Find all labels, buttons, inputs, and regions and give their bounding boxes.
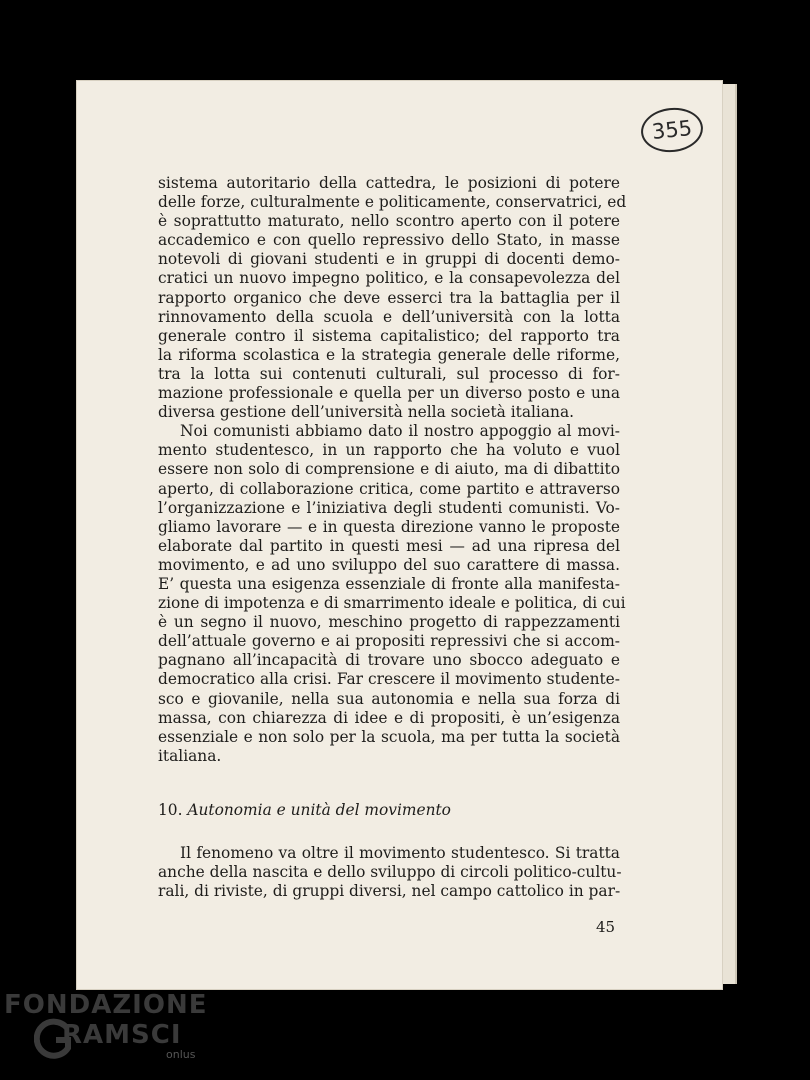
text-line: democratico alla crisi. Far crescere il movimento studente- — [158, 670, 620, 689]
text-line: italiana. — [158, 746, 222, 765]
text-line: delle forze, culturalmente e politicamente, conservatrici, ed — [158, 193, 627, 212]
paragraph-1 — [158, 174, 627, 422]
text-line: E’ questa una esigenza essenziale di fronte alla manifesta- — [158, 574, 620, 593]
text-line: massa, con chiarezza di idee e di propositi, è un’esigenza — [158, 708, 620, 727]
text-line: elaborate dal partito in questi mesi — ad una ripresa del — [158, 536, 620, 555]
text-line: è soprattutto maturato, nello scontro aperto con il potere — [158, 212, 620, 231]
text-line: essenziale e non solo per la scuola, ma per tutta la società — [158, 727, 620, 746]
text-line: dell’attuale governo e ai propositi repressivi che si accom- — [158, 632, 620, 651]
text-line: zione di impotenza e di smarrimento ideale e politica, di cui — [158, 594, 626, 613]
page-folio: 45 — [596, 918, 616, 936]
text-line: diversa gestione dell’università nella società italiana. — [158, 403, 575, 422]
text-line: cratici un nuovo impegno politico, e la consapevolezza del — [158, 269, 620, 288]
text-line: sistema autoritario della cattedra, le posizioni di potere — [158, 174, 620, 192]
section-heading — [158, 801, 620, 819]
archive-number: 355 — [650, 115, 694, 145]
body-text — [158, 174, 627, 766]
text-line: tra la lotta sui contenuti culturali, sul processo di for- — [158, 364, 620, 383]
text-line: l’organizzazione e l’iniziativa degli studenti comunisti. Vo- — [158, 498, 620, 517]
logo-line-1: FONDAZIONE — [4, 990, 208, 1020]
text-line: pagnano all’incapacità di trovare uno sbocco adeguato e — [158, 651, 620, 670]
text-line: rapporto organico che deve esserci tra la battaglia per il — [158, 288, 620, 307]
text-line: Noi comunisti abbiamo dato il nostro appoggio al movi- — [180, 422, 620, 441]
text-line: aperto, di collaborazione critica, come partito e attraverso — [158, 479, 620, 498]
text-line: mazione professionale e quella per un diverso posto e una — [158, 384, 620, 403]
text-line: generale contro il sistema capitalistico; del rapporto tra — [158, 326, 620, 345]
text-line: movimento, e ad uno sviluppo del suo carattere di massa. — [158, 555, 620, 574]
text-line: è un segno il nuovo, meschino progetto di rappezzamenti — [158, 613, 620, 632]
text-line: gliamo lavorare — e in questa direzione vanno le proposte — [158, 517, 620, 536]
fondazione-gramsci-logo — [4, 990, 208, 1070]
text-line: rali, di riviste, di gruppi diversi, nel campo cattolico in par- — [158, 882, 621, 901]
text-line: accademico e con quello repressivo dello Stato, in masse — [158, 231, 620, 250]
section-paragraph — [158, 844, 620, 901]
logo-suffix: onlus — [166, 1048, 196, 1061]
text-line: mento studentesco, in un rapporto che ha voluto e vuol — [158, 441, 620, 460]
logo-line-2: RAMSCI — [62, 1020, 182, 1050]
text-line: rinnovamento della scuola e dell’università con la lotta — [158, 307, 620, 326]
text-line: la riforma scolastica e la strategia generale delle riforme, — [158, 345, 620, 364]
text-line: anche della nascita e dello sviluppo di circoli politico-cultu- — [158, 863, 622, 882]
text-line: essere non solo di comprensione e di aiuto, ma di dibattito — [158, 460, 620, 479]
section-number: 10. — [158, 801, 183, 819]
text-line: sco e giovanile, nella sua autonomia e nella sua forza di — [158, 689, 620, 708]
paragraph-2 — [158, 422, 626, 766]
text-line: Il fenomeno va oltre il movimento studentesco. Si tratta — [180, 844, 620, 862]
text-line: notevoli di giovani studenti e in gruppi di docenti demo- — [158, 250, 620, 269]
section-title: Autonomia e unità del movimento — [187, 801, 451, 819]
